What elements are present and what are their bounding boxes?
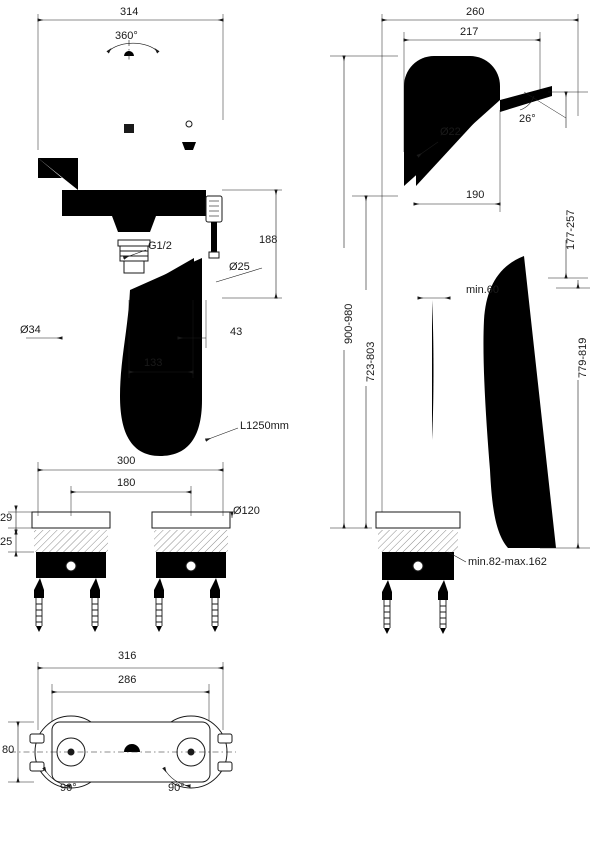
- label-g12: G1/2: [148, 240, 172, 252]
- label-723-803: 723-803: [365, 341, 377, 382]
- dim-900-980: [330, 56, 398, 528]
- label-360: 360°: [115, 30, 138, 42]
- label-d34: Ø34: [20, 324, 41, 336]
- shower-column-front: [124, 51, 134, 190]
- shower-holder: [181, 121, 197, 153]
- label-177-257: 177-257: [565, 209, 577, 250]
- leader-hose-length: [206, 428, 238, 440]
- label-d22: Ø22: [440, 126, 461, 138]
- mixer-body: [62, 190, 206, 240]
- label-300: 300: [117, 455, 136, 467]
- base-side: [376, 512, 460, 634]
- label-26deg: 26°: [519, 113, 536, 125]
- label-180: 180: [117, 477, 136, 489]
- label-217: 217: [460, 26, 479, 38]
- label-190: 190: [466, 189, 485, 201]
- bath-outline: [432, 256, 556, 548]
- label-d25: Ø25: [229, 261, 250, 273]
- label-316: 316: [118, 650, 137, 662]
- label-floor-range: min.82-max.162: [468, 556, 547, 568]
- spout-arm-left: [38, 158, 78, 190]
- label-43: 43: [230, 326, 243, 338]
- label-80: 80: [2, 744, 15, 756]
- g12-connector: [118, 240, 150, 290]
- rotation-arc-360: [108, 43, 158, 52]
- label-hose-length: L1250mm: [240, 420, 289, 432]
- label-25: 25: [0, 536, 13, 548]
- label-d120: Ø120: [233, 505, 260, 517]
- base-plates-front: [32, 512, 230, 632]
- label-314: 314: [120, 6, 139, 18]
- label-900-980: 900-980: [343, 303, 355, 344]
- label-90-right: 90°: [168, 782, 185, 794]
- label-779-819: 779-819: [577, 337, 589, 378]
- label-90-left: 90°: [60, 782, 77, 794]
- dim-300: [38, 462, 223, 516]
- label-133: 133: [144, 357, 163, 369]
- label-min60: min.60: [466, 284, 500, 296]
- column-side: [398, 186, 416, 512]
- handshower: [206, 196, 222, 258]
- label-286: 286: [118, 674, 137, 686]
- dim-177-257: [548, 92, 588, 278]
- label-260: 260: [466, 6, 485, 18]
- label-29: 29: [0, 512, 13, 524]
- label-188: 188: [259, 234, 278, 246]
